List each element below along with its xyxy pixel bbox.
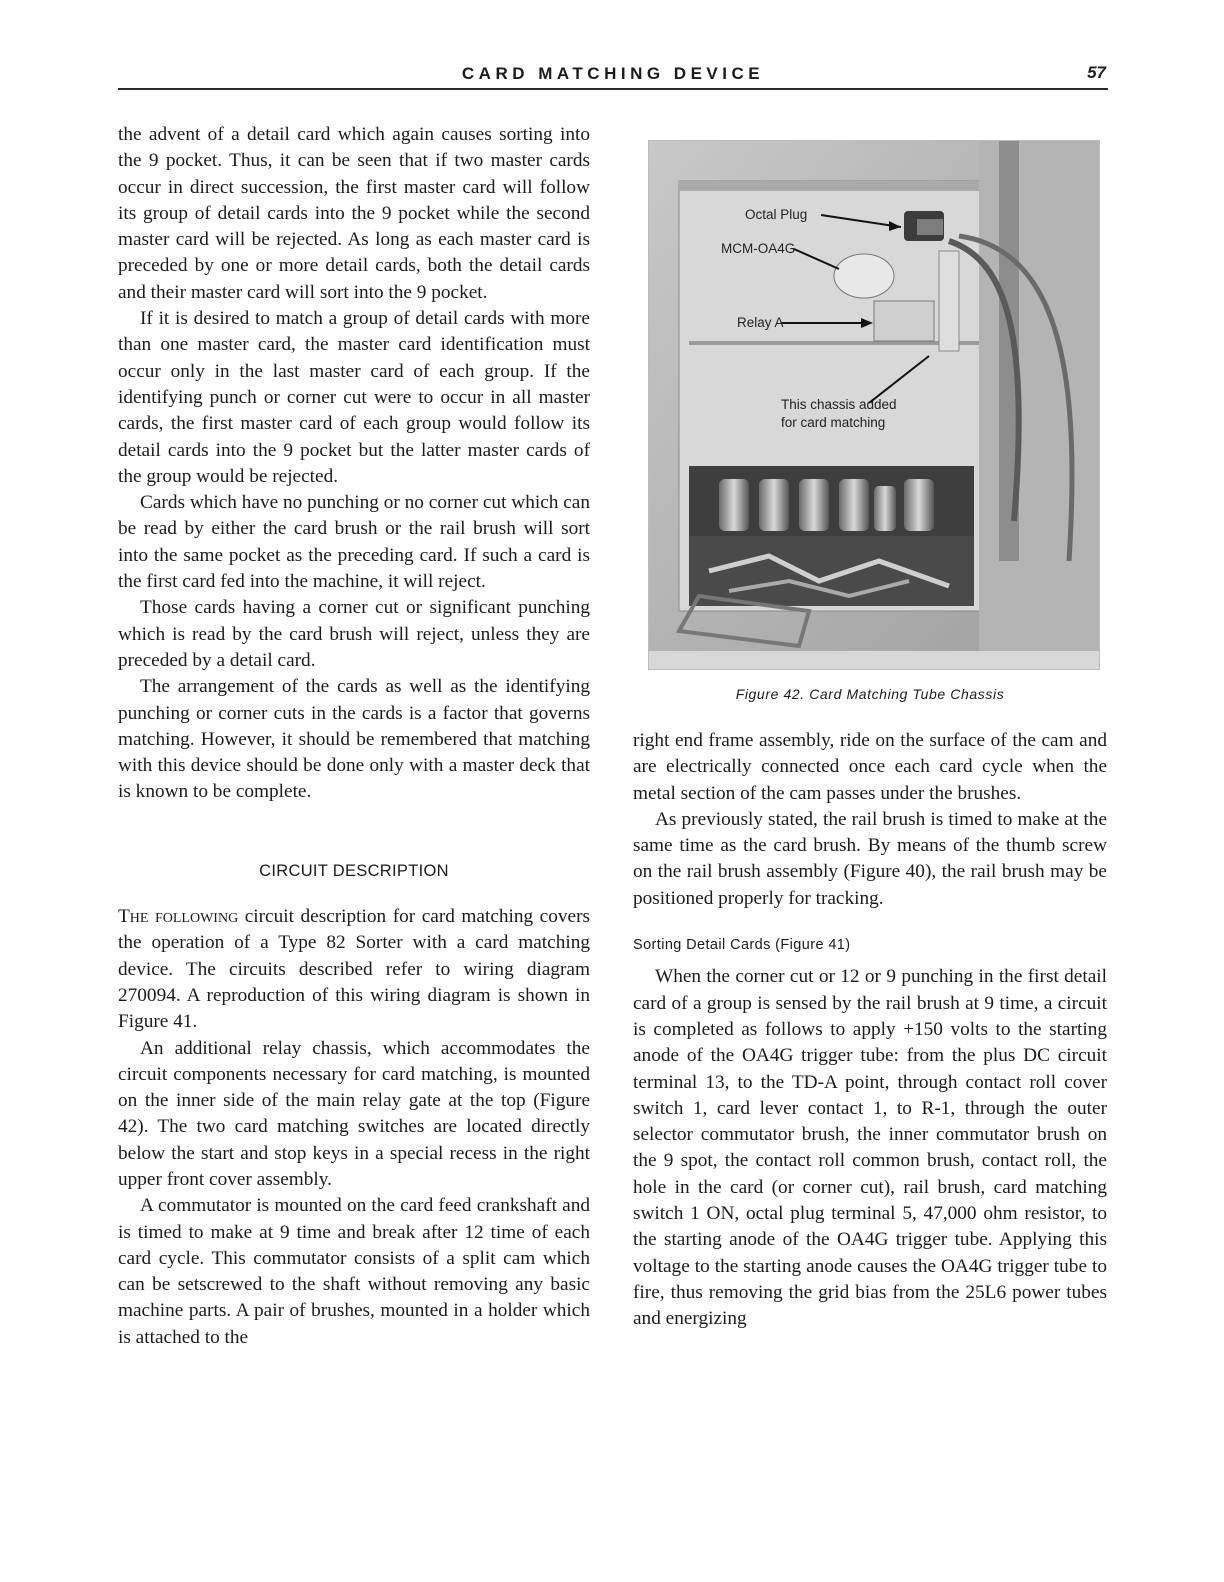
body-paragraph: Those cards having a corner cut or significant punching which is read by the card brush will reject, unless they are preceded by a detail card.	[118, 597, 590, 671]
label-tube: MCM-OA4G	[721, 241, 796, 256]
running-title: CARD MATCHING DEVICE	[461, 64, 765, 83]
body-paragraph: A commutator is mounted on the card feed crankshaft and is timed to make at 9 time and break after 12 time of each card cycle. This commutator consists of a split cam which can be setscrewed to the shaft without removing any basic machine parts. A pair of brushes, mounted in a holder which is attached to the	[118, 1195, 590, 1348]
body-paragraph: As previously stated, the rail brush is timed to make at the same time as the card brush. By means of the thumb screw on the rail brush assembly (Figure 40), the rail brush may be positioned properly for tracking.	[633, 808, 1107, 909]
label-chassis-line1: This chassis added	[781, 397, 897, 412]
lead-in-rest: circuit description for card matching covers the operation of a Type 82 Sorter with a card matching device. The circuits described refer to wiring diagram 270094. A reproduction of this wiring diagram is shown in Figure 41.	[118, 906, 591, 1033]
body-paragraph: An additional relay chassis, which accommodates the circuit components necessary for card matching, is mounted on the inner side of the main relay gate at the top (Figure 42). The two card matching switches are located directly below the start and stop keys in a special recess in the right upper front cover assembly.	[118, 1037, 590, 1190]
body-paragraph	[118, 904, 590, 1035]
page-header	[118, 62, 1108, 90]
lead-in-small-caps: The following	[118, 906, 239, 928]
label-octal-plug: Octal Plug	[745, 207, 808, 222]
label-chassis-line2: for card matching	[781, 415, 886, 430]
body-paragraph: Cards which have no punching or no corner cut which can be read by either the card brush or the rail brush will sort into the same pocket as the preceding card. If such a card is the first card fed into the machine, it will reject.	[118, 492, 590, 593]
tube-chassis-photo	[649, 141, 1099, 669]
figure-caption: Figure 42. Card Matching Tube Chassis	[735, 686, 1005, 702]
subheading: Sorting Detail Cards (Figure 41)	[633, 937, 851, 954]
label-relay: Relay A	[737, 315, 784, 330]
page-number: 57	[1087, 63, 1106, 82]
body-paragraph: The arrangement of the cards as well as the identifying punching or corner cuts in the cards is a factor that governs matching. However, it should be remembered that matching with this device should be done only with a master deck that is known to be complete.	[118, 676, 590, 803]
section-heading: CIRCUIT DESCRIPTION	[259, 861, 449, 880]
body-paragraph: right end frame assembly, ride on the surface of the cam and are electrically connected once each card cycle when the metal section of the cam passes under the brushes.	[633, 730, 1107, 804]
left-column	[118, 122, 590, 1351]
body-paragraph: When the corner cut or 12 or 9 punching in the first detail card of a group is sensed by the rail brush at 9 time, a circuit is completed as follows to apply +150 volts to the starting anode of the OA4G trigger tube: from the plus DC circuit terminal 13, to the TD-A point, through contact roll cover switch 1, card lever contact 1, to R-1, through the outer selector commutator brush, the inner commutator brush on the 9 spot, the contact roll common brush, contact roll, the hole in the card (or corner cut), rail brush, card matching switch 1 ON, octal plug terminal 5, 47,000 ohm resistor, to the starting anode of the OA4G trigger tube. Applying this voltage to the starting anode causes the OA4G trigger tube to fire, thus removing the grid bias from the 25L6 power tubes and energizing	[633, 966, 1107, 1330]
body-paragraph: If it is desired to match a group of detail cards with more than one master card, the master card identification must occur only in the last master card of each group. If the identifying punch or corner cut were to occur in all master cards, the first master card of each group would follow its detail cards into the 9 pocket but the latter master cards of the group would be rejected.	[118, 308, 590, 487]
body-paragraph: the advent of a detail card which again causes sorting into the 9 pocket. Thus, it can be seen that if two master cards occur in direct succession, the first master card will follow its group of detail cards into the 9 pocket while the second master card will be rejected. As long as each master card is preceded by one or more detail cards, both the detail cards and their master card will sort into the 9 pocket.	[118, 124, 590, 303]
right-column	[633, 728, 1107, 1333]
figure-photo	[648, 140, 1100, 670]
